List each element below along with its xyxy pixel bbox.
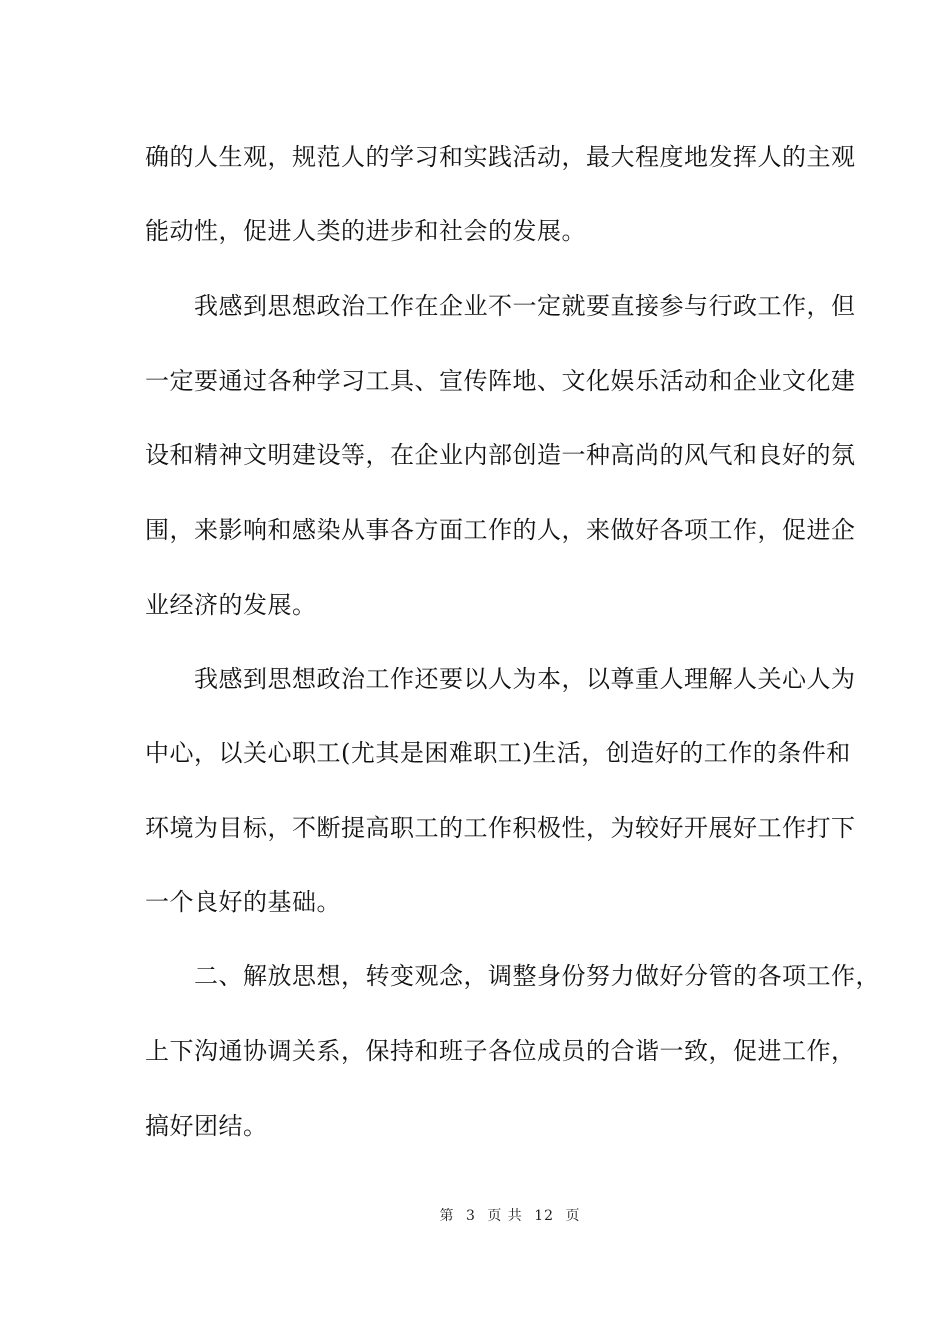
text-line: 一个良好的基础。 [145, 888, 341, 916]
footer-page-number: 3 [465, 1208, 476, 1224]
text-line: 一定要通过各种学习工具、宣传阵地、文化娱乐活动和企业文化建 [145, 367, 856, 395]
text-line: 围，来影响和感染从事各方面工作的人，来做好各项工作，促进企 [145, 516, 856, 544]
footer-prefix: 第 [439, 1208, 455, 1224]
text-line: 设和精神文明建设等，在企业内部创造一种高尚的风气和良好的氛 [145, 441, 856, 469]
text-line: 确的人生观，规范人的学习和实践活动，最大程度地发挥人的主观 [145, 143, 856, 171]
footer-total-pages: 12 [534, 1208, 555, 1224]
footer-suffix: 页 [565, 1208, 581, 1224]
text-line: 我感到思想政治工作在企业不一定就要直接参与行政工作，但 [145, 292, 856, 320]
text-line: 二、解放思想，转变观念，调整身份努力做好分管的各项工作， [145, 962, 880, 990]
text-line: 中心，以关心职工(尤其是困难职工)生活，创造好的工作的条件和 [145, 739, 851, 767]
page-footer [0, 1207, 950, 1225]
text-line: 搞好团结。 [145, 1112, 268, 1140]
text-line: 上下沟通协调关系，保持和班子各位成员的合谐一致，促进工作， [145, 1037, 856, 1065]
text-line: 能动性，促进人类的进步和社会的发展。 [145, 217, 586, 245]
text-line: 我感到思想政治工作还要以人为本，以尊重人理解人关心人为 [145, 665, 856, 693]
text-line: 环境为目标，不断提高职工的工作积极性，为较好开展好工作打下 [145, 814, 856, 842]
text-line: 业经济的发展。 [145, 591, 317, 619]
footer-middle: 页 共 [487, 1208, 523, 1224]
